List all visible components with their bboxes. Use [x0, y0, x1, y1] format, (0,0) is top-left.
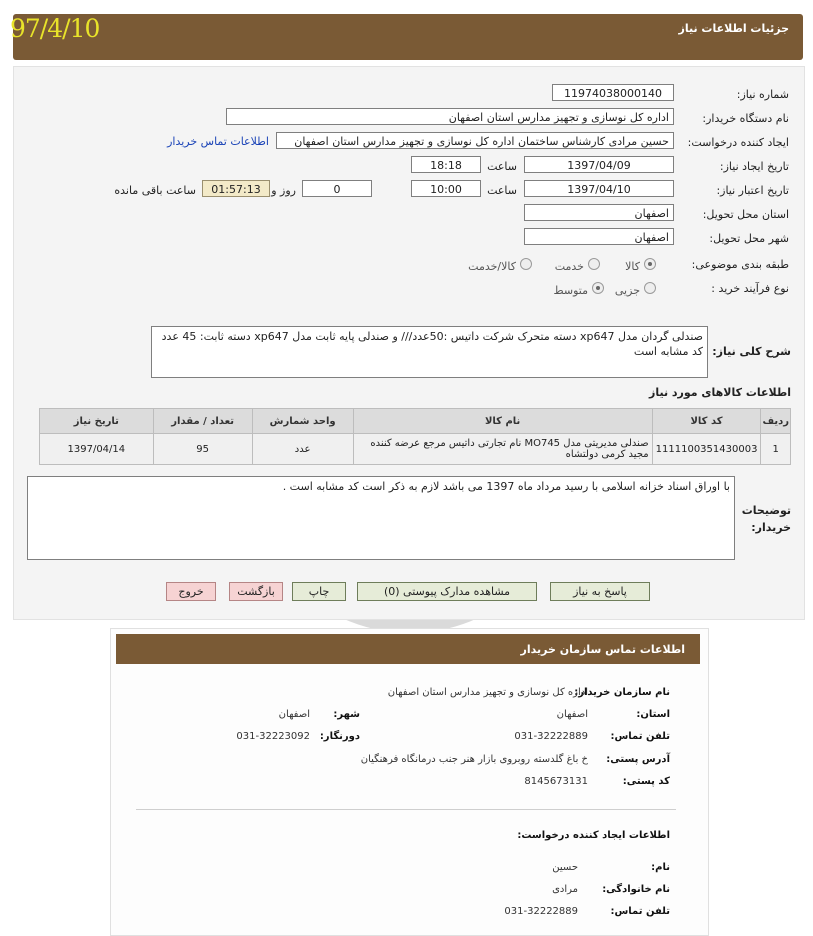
need-number-field[interactable]: 11974038000140 — [552, 84, 674, 101]
buyer-notes-textarea[interactable]: با اوراق اسناد خزانه اسلامی با رسید مرداد ماه 1397 می باشد لازم به ذکر است کد مشابه است . — [27, 476, 735, 560]
contact-divider — [136, 809, 676, 810]
buyer-org-field[interactable]: اداره کل نوسازی و تجهیز مدارس استان اصفهان — [226, 108, 674, 125]
city-field[interactable]: اصفهان — [524, 228, 674, 245]
cell-code: 1111100351430003 — [652, 434, 761, 465]
creator-name-label: نام: — [651, 862, 670, 873]
cell-unit: عدد — [252, 434, 353, 465]
contact-postal-label: کد پستی: — [622, 776, 670, 787]
process-medium-label: متوسط — [553, 284, 588, 297]
validity-date-label: تاریخ اعتبار نیاز: — [716, 184, 789, 197]
buyer-contact-link[interactable]: اطلاعات تماس خریدار — [167, 135, 269, 148]
validity-time-field[interactable]: 10:00 — [411, 180, 481, 197]
col-name: نام کالا — [353, 409, 652, 434]
buyer-notes-label: توضیحات خریدار: — [741, 504, 791, 534]
items-table — [39, 408, 791, 465]
category-goods-label: کالا — [625, 260, 640, 273]
creator-section-title: اطلاعات ایجاد کننده درخواست: — [517, 830, 670, 841]
description-label: شرح کلی نیاز: — [712, 345, 791, 358]
cell-date: 1397/04/14 — [40, 434, 154, 465]
requester-label: ایجاد کننده درخواست: — [687, 136, 789, 149]
cell-qty: 95 — [153, 434, 252, 465]
creator-phone-label: تلفن تماس: — [610, 906, 670, 917]
category-goods-radio[interactable] — [644, 258, 656, 270]
contact-province-value: اصفهان — [556, 709, 588, 720]
contact-org-value: اداره کل نوسازی و تجهیز مدارس استان اصفهان — [387, 687, 588, 698]
contact-postal-value: 8145673131 — [524, 776, 588, 787]
create-date-label: تاریخ ایجاد نیاز: — [719, 160, 789, 173]
remaining-time-box: 01:57:13 — [202, 180, 270, 197]
contact-phone-value: 031-32222889 — [514, 731, 588, 742]
col-date: تاریخ نیاز — [40, 409, 154, 434]
category-both-label: کالا/خدمت — [468, 260, 516, 273]
create-date-field[interactable]: 1397/04/09 — [524, 156, 674, 173]
reply-button[interactable]: پاسخ به نیاز — [550, 582, 650, 601]
process-medium-radio[interactable] — [592, 282, 604, 294]
category-service-label: خدمت — [554, 260, 584, 273]
create-time-label: ساعت — [487, 160, 517, 173]
day-and-label: روز و — [271, 184, 296, 197]
need-number-label: شماره نیاز: — [736, 88, 789, 101]
header-bar — [13, 14, 803, 60]
create-time-field[interactable]: 18:18 — [411, 156, 481, 173]
contact-org-label: نام سازمان خریدار: — [574, 687, 670, 698]
contact-city-label: شهر: — [333, 709, 360, 720]
creator-phone-value: 031-32222889 — [504, 906, 578, 917]
back-button[interactable]: بازگشت — [229, 582, 283, 601]
contact-card-title: اطلاعات تماس سازمان خریدار — [520, 643, 685, 656]
process-label: نوع فرآیند خرید : — [711, 282, 789, 295]
days-field[interactable]: 0 — [302, 180, 372, 197]
contact-address-label: آدرس پستی: — [606, 754, 670, 765]
contact-address-value: خ باغ گلدسته روبروی بازار هنر جنب درمانگاه فرهنگیان — [360, 754, 588, 765]
col-row: ردیف — [761, 409, 791, 434]
col-unit: واحد شمارش — [252, 409, 353, 434]
exit-button[interactable]: خروج — [166, 582, 216, 601]
category-service-radio[interactable] — [588, 258, 600, 270]
print-button[interactable]: چاپ — [292, 582, 346, 601]
creator-family-label: نام خانوادگی: — [602, 884, 670, 895]
city-label: شهر محل تحویل: — [709, 232, 789, 245]
process-minor-label: جزیی — [614, 284, 640, 297]
date-stamp: 97/4/10 — [10, 14, 100, 43]
cell-row: 1 — [761, 434, 791, 465]
category-label: طبقه بندی موضوعی: — [691, 258, 789, 271]
contact-fax-value: 031-32223092 — [236, 731, 310, 742]
description-textarea[interactable]: صندلی گردان مدل xp647 دسته متحرک شرکت داتیس :50عدد/// و صندلی پایه ثابت مدل xp647 دسته ثابت: 45 عدد کد مشابه است — [151, 326, 708, 378]
page-title: جزئیات اطلاعات نیاز — [678, 22, 789, 35]
contact-city-value: اصفهان — [278, 709, 310, 720]
remaining-time-label: ساعت باقی مانده — [114, 184, 196, 197]
category-both-radio[interactable] — [520, 258, 532, 270]
creator-name-value: حسین — [552, 862, 578, 873]
validity-date-field[interactable]: 1397/04/10 — [524, 180, 674, 197]
contact-province-label: استان: — [636, 709, 670, 720]
cell-name: صندلی مدیریتی مدل MO745 نام تجارتی داتیس مرجع عرضه کننده مجید کرمی دولتشاه — [353, 434, 652, 465]
attachments-button[interactable]: مشاهده مدارک پیوستی (0) — [357, 582, 537, 601]
requester-field[interactable]: حسین مرادی کارشناس ساختمان اداره کل نوسازی و تجهیز مدارس استان اصفهان — [276, 132, 674, 149]
contact-fax-label: دورنگار: — [319, 731, 360, 742]
creator-family-value: مرادی — [552, 884, 578, 895]
contact-phone-label: تلفن تماس: — [610, 731, 670, 742]
col-code: کد کالا — [652, 409, 761, 434]
validity-time-label: ساعت — [487, 184, 517, 197]
col-qty: تعداد / مقدار — [153, 409, 252, 434]
items-section-title: اطلاعات کالاهای مورد نیاز — [649, 386, 791, 399]
process-minor-radio[interactable] — [644, 282, 656, 294]
buyer-org-label: نام دستگاه خریدار: — [702, 112, 789, 125]
province-field[interactable]: اصفهان — [524, 204, 674, 221]
province-label: استان محل تحویل: — [702, 208, 789, 221]
table-row — [40, 434, 791, 465]
